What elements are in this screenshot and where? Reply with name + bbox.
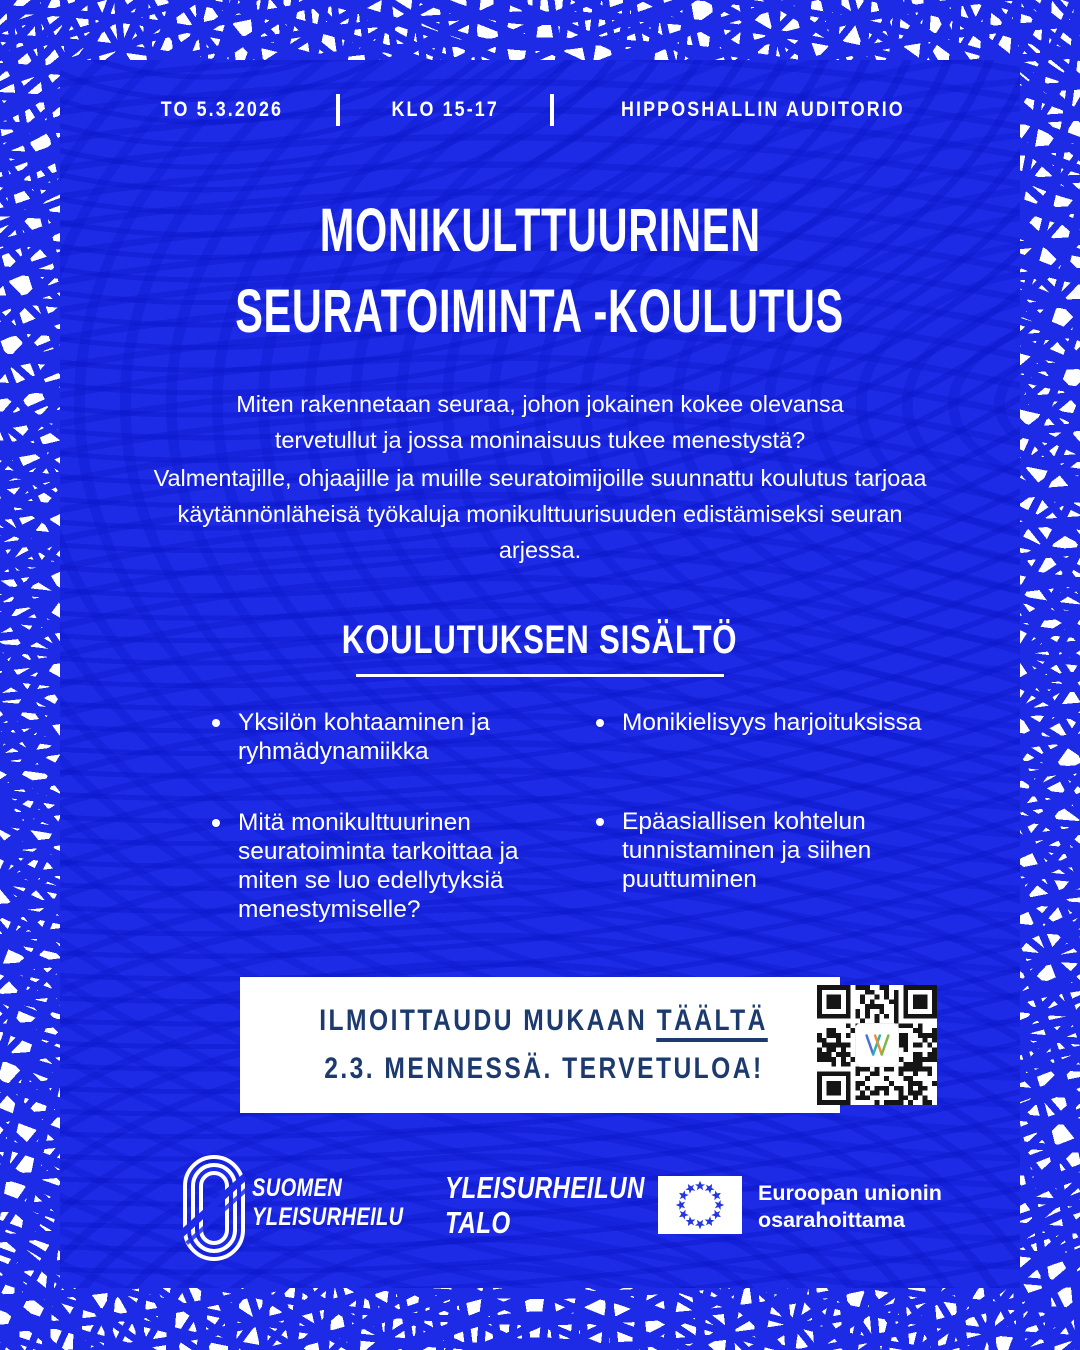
eu-text-line-2: osarahoittama <box>758 1208 905 1232</box>
qr-code <box>817 985 937 1105</box>
org-name-yleisurheilun-talo <box>445 1170 645 1240</box>
list-item: Monikielisyys harjoituksissa <box>584 708 924 737</box>
section-heading-text: KOULUTUKSEN SISÄLTÖ <box>342 618 738 662</box>
eu-text-line-1: Euroopan unionin <box>758 1181 942 1205</box>
org1-line-1: SUOMEN <box>252 1174 343 1202</box>
divider <box>336 94 340 126</box>
signup-line-1 <box>319 1004 768 1038</box>
org1-line-2: YLEISURHEILU <box>252 1203 404 1231</box>
webropol-w-icon <box>856 1024 898 1066</box>
event-date: TO 5.3.2026 <box>160 98 284 121</box>
signup-prefix: ILMOITTAUDU MUKAAN <box>319 1004 657 1037</box>
org-name-suomen-yleisurheilu <box>252 1174 403 1232</box>
section-heading <box>60 618 1020 663</box>
event-time: KLO 15-17 <box>391 98 499 121</box>
list-item: Mitä monikulttuurinen seuratoiminta tarkoittaa ja miten se luo edellytyksiä menestymiselle? <box>200 808 530 924</box>
title-line-1: MONIKULTTUURINEN <box>319 196 761 264</box>
org2-line-2: TALO <box>445 1205 511 1240</box>
footer <box>60 1150 1020 1280</box>
org2-line-1: YLEISURHEILUN <box>445 1170 645 1205</box>
signup-line-2: 2.3. MENNESSÄ. TERVETULOA! <box>323 1052 764 1085</box>
intro-paragraph-1: Miten rakennetaan seuraa, johon jokainen kokee olevansa tervetullut ja jossa moninaisuus tukee menestystä? <box>236 391 844 453</box>
signup-link[interactable]: TÄÄLTÄ <box>657 1004 768 1042</box>
poster-panel <box>60 60 1020 1288</box>
heading-underline <box>356 674 724 677</box>
page-title <box>60 198 1020 360</box>
bullet-column-left <box>200 708 530 966</box>
eu-flag-icon <box>658 1176 742 1234</box>
divider <box>550 94 554 126</box>
eu-cofunding-text <box>758 1180 942 1234</box>
event-location: HIPPOSHALLIN AUDITORIO <box>621 98 906 121</box>
intro-paragraph-2: Valmentajille, ohjaajille ja muille seuratoimijoille suunnattu koulutus tarjoaa käytännönläheisä työkaluja monikulttuurisuuden edistämiseksi seuran arjessa. <box>153 465 927 563</box>
list-item: Epäasiallisen kohtelun tunnistaminen ja siihen puuttuminen <box>584 807 924 894</box>
signup-text <box>270 1004 817 1086</box>
signup-box <box>240 977 840 1113</box>
title-line-2: SEURATOIMINTA -KOULUTUS <box>235 277 845 345</box>
bullet-column-right <box>584 708 924 936</box>
suomen-yleisurheilu-logo-icon <box>182 1154 246 1262</box>
list-item: Yksilön kohtaaminen ja ryhmädynamiikka <box>200 708 530 766</box>
event-meta-bar <box>60 94 1020 126</box>
